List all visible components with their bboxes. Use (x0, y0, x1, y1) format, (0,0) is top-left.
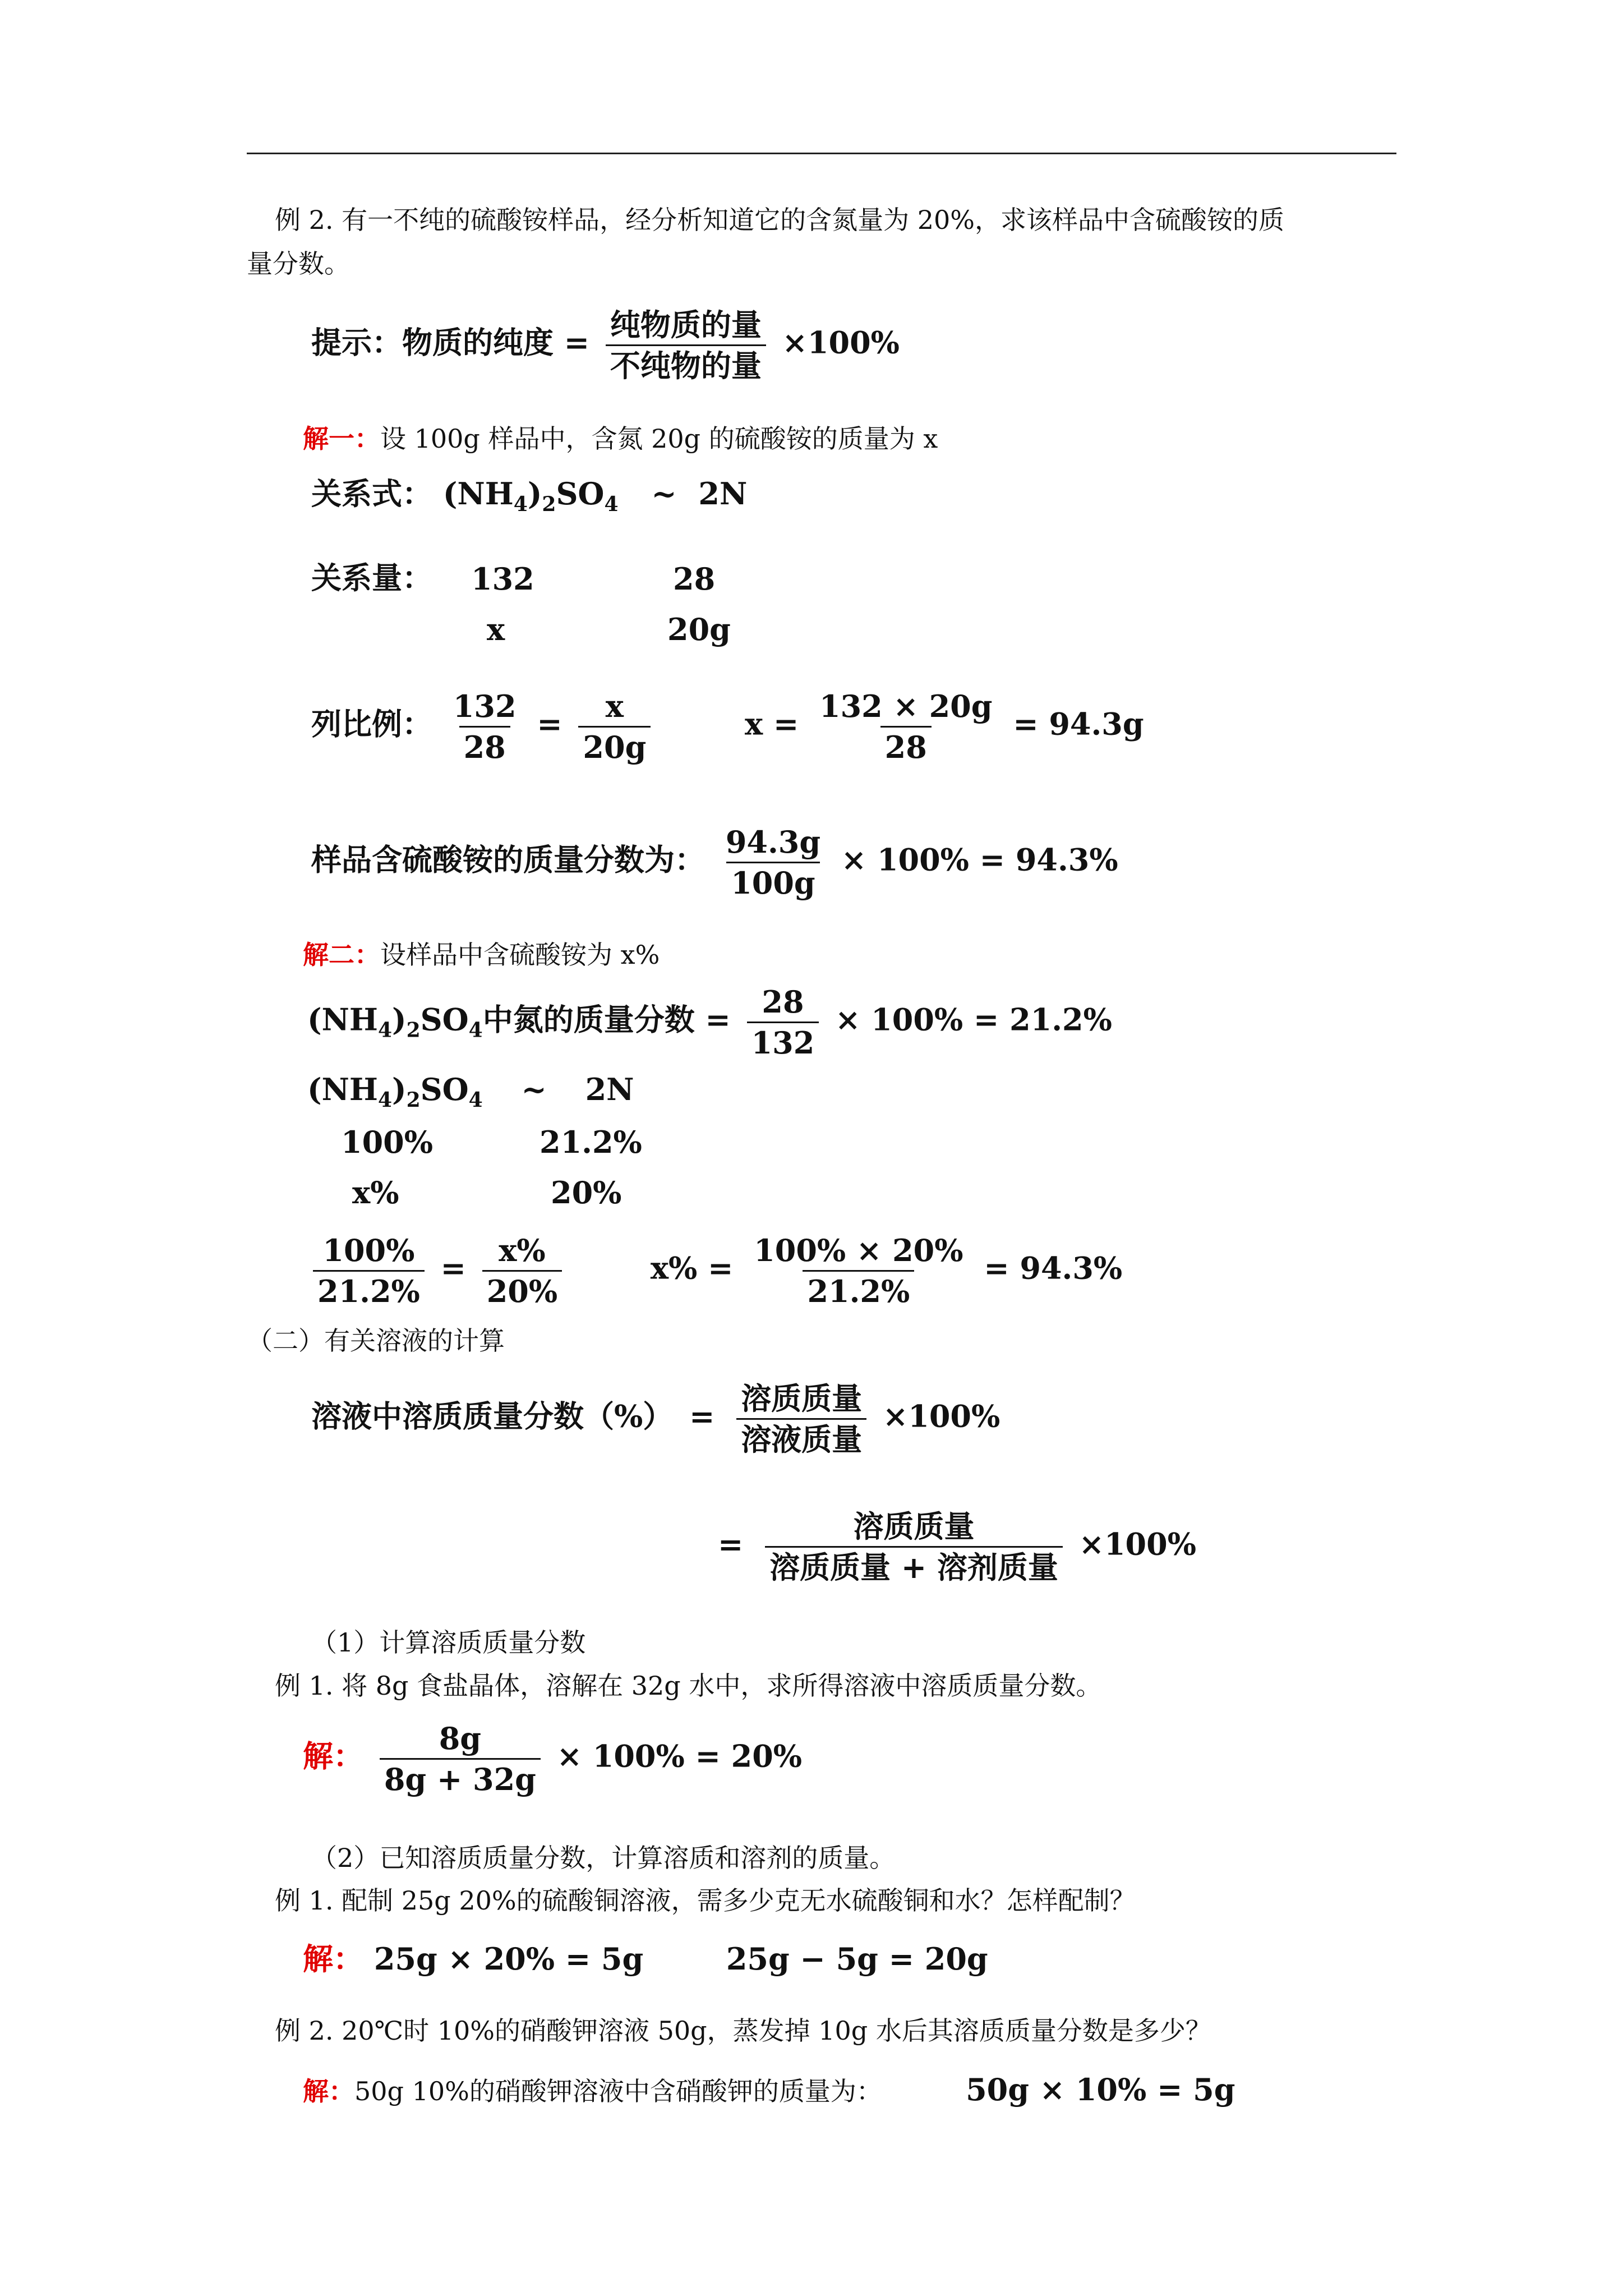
denominator: 20% (482, 1270, 562, 1309)
x-fraction (815, 689, 997, 765)
solution-1-intro (303, 422, 938, 455)
numerator: 132 (453, 688, 517, 724)
sol2-b2: 20% (551, 1175, 622, 1211)
part-2-title: （2）已知溶质质量分数，计算溶质和溶剂的质量。 (311, 1843, 896, 1873)
hint-denominator: 不纯物的量 (606, 344, 766, 383)
hint-numerator: 纯物质的量 (610, 307, 762, 343)
equation-3: 50g × 10% = 5g (966, 2072, 1235, 2108)
numerator: 100% (322, 1232, 415, 1268)
formula-fraction-1 (736, 1381, 866, 1457)
solution-2-text: 50g 10%的硝酸钾溶液中含硝酸钾的质量为： (354, 2076, 882, 2106)
part-1-solution (303, 1721, 802, 1797)
x-label: x% = (650, 1250, 734, 1286)
solution-label: 解： (303, 1738, 363, 1774)
equals-sign: = (689, 1398, 715, 1434)
qty-b2: 20g (667, 611, 731, 647)
relation-tilde: ~ (521, 1071, 547, 1107)
proportion-frac-3 (313, 1233, 425, 1309)
formula-part: ) (392, 1071, 407, 1107)
relation-tilde: ~ (651, 476, 677, 512)
solution-1-text: 设 100g 样品中，含氮 20g 的硫酸铵的质量为 x (380, 424, 938, 454)
sol2-a1: 100% (341, 1124, 434, 1160)
solution-2-label: 解二： (303, 940, 380, 970)
formula-subscript: 4 (377, 1088, 392, 1112)
solution-label: 解： (303, 1941, 363, 1977)
numerator: 溶质质量 (853, 1508, 975, 1544)
denominator: 20g (578, 726, 651, 765)
solution-2-intro (303, 938, 660, 972)
denominator: 8g + 32g (380, 1758, 541, 1797)
equation-2: 25g − 5g = 20g (726, 1941, 988, 1977)
denominator: 溶液质量 (736, 1418, 866, 1457)
solution-label: 解： (303, 2076, 354, 2106)
formula-subscript: 4 (468, 1018, 483, 1042)
formula-subscript: 4 (377, 1018, 392, 1042)
denominator: 28 (459, 726, 510, 765)
part-2-example-1: 例 1. 配制 25g 20%的硫酸铜溶液，需多少克无水硫酸铜和水？怎样配制？ (275, 1885, 1136, 1916)
relation-label: 关系式： (311, 476, 432, 512)
relation-2n: 2N (698, 476, 748, 512)
equals-sign: = (537, 706, 562, 742)
part-2-solution-1 (303, 1942, 988, 1976)
part-2-solution-2 (303, 2073, 1235, 2108)
numerator: x (605, 688, 624, 724)
proportion-line (311, 689, 1144, 765)
relation-formula-2 (307, 1073, 640, 1117)
section-2-title: （二）有关溶液的计算 (247, 1326, 505, 1356)
x-result: = 94.3g (1013, 706, 1144, 742)
numerator: 8g (439, 1720, 482, 1756)
qty-b1: 28 (673, 561, 716, 597)
relation-formula (311, 477, 753, 521)
proportion-frac-4 (482, 1233, 562, 1309)
numerator: 100% × 20% (754, 1232, 963, 1268)
formula-part: SO (420, 1001, 469, 1038)
denominator: 28 (880, 726, 932, 765)
nitrogen-fraction (747, 984, 819, 1060)
qty-a2: x (487, 611, 505, 647)
example-2-line-2: 量分数。 (247, 249, 350, 279)
formula-suffix: ×100% (1078, 1526, 1197, 1562)
x-fraction-2 (749, 1233, 967, 1309)
mass-fraction-result: × 100% = 94.3% (841, 841, 1118, 878)
equals-sign: = (718, 1526, 744, 1562)
formula-part: (NH (307, 1071, 378, 1107)
mass-fraction-line (311, 825, 1118, 900)
proportion-frac-1 (449, 689, 521, 765)
quantity-label: 关系量： (311, 560, 432, 596)
qty-a1: 132 (471, 561, 534, 597)
numerator: 28 (762, 984, 804, 1020)
formula-part: (NH (307, 1001, 378, 1038)
part-1-result: × 100% = 20% (556, 1738, 803, 1774)
sol2-a2: x% (352, 1175, 399, 1211)
x-result: = 94.3% (984, 1250, 1123, 1286)
hint-suffix: ×100% (782, 324, 900, 361)
formula-subscript: 2 (406, 1088, 421, 1112)
denominator: 溶质质量 + 溶剂质量 (765, 1546, 1063, 1585)
x-label: x = (744, 706, 799, 742)
formula-subscript: 2 (542, 493, 556, 516)
equation-1: 25g × 20% = 5g (374, 1941, 644, 1977)
formula-subscript: 4 (468, 1088, 483, 1112)
solution-formula-1 (311, 1381, 1000, 1457)
formula-part: (NH (442, 476, 514, 512)
numerator: x% (499, 1232, 546, 1268)
denominator: 21.2% (313, 1270, 425, 1309)
numerator: 94.3g (725, 824, 821, 860)
numerator: 溶质质量 (741, 1381, 863, 1416)
equals-sign: = (440, 1250, 466, 1286)
formula-subscript: 4 (604, 493, 619, 516)
header-rule (247, 153, 1396, 154)
part-1-example: 例 1. 将 8g 食盐晶体，溶解在 32g 水中，求所得溶液中溶质质量分数。 (275, 1671, 1102, 1701)
denominator: 100g (726, 862, 819, 900)
part-2-example-2: 例 2. 20℃时 10%的硝酸钾溶液 50g，蒸发掉 10g 水后其溶质质量分数是多少？ (275, 2016, 1211, 2046)
nitrogen-fraction-text: 中氮的质量分数 = (482, 1001, 731, 1038)
solution-1-label: 解一： (303, 424, 380, 454)
formula-part: SO (556, 476, 605, 512)
mass-fraction-label: 样品含硫酸铵的质量分数为： (311, 841, 705, 878)
hint-fraction (606, 307, 766, 383)
solution-formula-2 (712, 1509, 1196, 1585)
solution-2-text: 设样品中含硫酸铵为 x% (380, 940, 660, 970)
formula-label: 溶液中溶质质量分数（%） (311, 1398, 674, 1434)
formula-subscript: 2 (406, 1018, 421, 1042)
formula-part: ) (527, 476, 542, 512)
proportion-line-2 (307, 1233, 1122, 1309)
denominator: 132 (747, 1022, 819, 1060)
relation-2n: 2N (585, 1071, 634, 1107)
sol2-b1: 21.2% (540, 1124, 642, 1160)
formula-fraction-2 (765, 1509, 1063, 1585)
part-1-title: （1）计算溶质质量分数 (311, 1627, 586, 1658)
proportion-label: 列比例： (311, 706, 432, 742)
nitrogen-fraction-result: × 100% = 21.2% (835, 1001, 1112, 1038)
numerator: 132 × 20g (819, 688, 993, 724)
proportion-frac-2 (578, 689, 651, 765)
hint-formula (311, 307, 900, 383)
part-1-fraction (380, 1721, 541, 1797)
denominator: 21.2% (803, 1270, 914, 1309)
formula-subscript: 4 (513, 493, 528, 516)
formula-part: SO (420, 1071, 469, 1107)
hint-prefix: 提示：物质的纯度 = (311, 324, 590, 361)
example-2-line-1: 例 2. 有一不纯的硫酸铵样品，经分析知道它的含氮量为 20%，求该样品中含硫酸铵的质 (275, 205, 1284, 235)
formula-part: ) (392, 1001, 407, 1038)
formula-suffix: ×100% (883, 1398, 1000, 1434)
nitrogen-fraction-line (307, 984, 1112, 1060)
mass-fraction (721, 825, 825, 900)
